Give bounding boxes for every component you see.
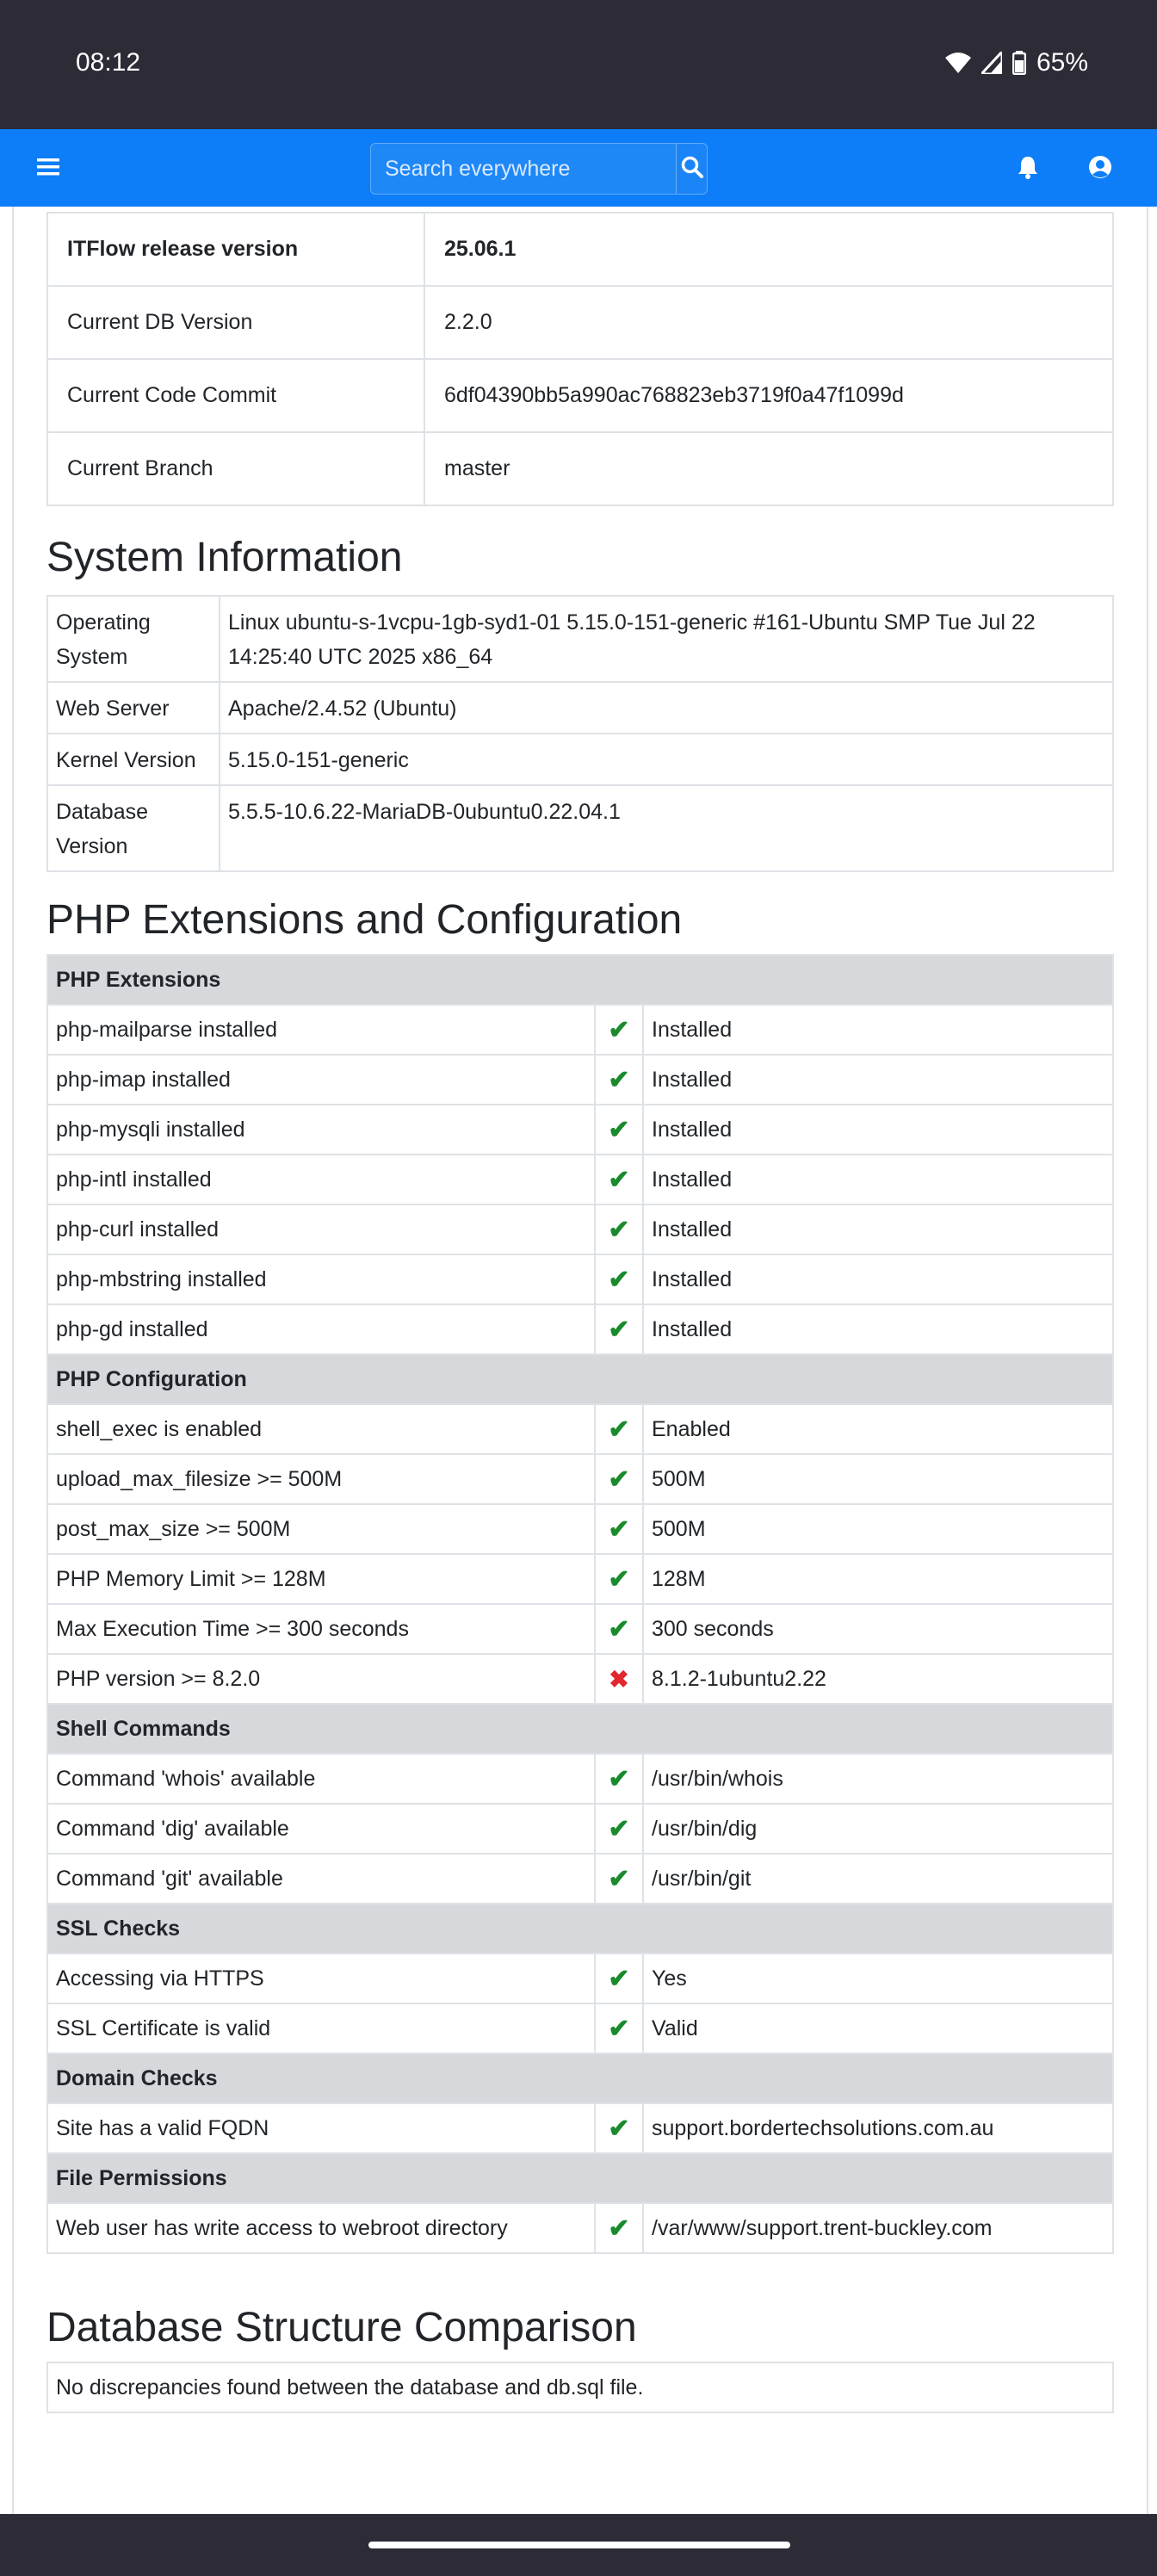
checkmark-icon: ✔ xyxy=(608,1764,630,1793)
table-row xyxy=(47,785,1113,871)
system-info-heading: System Information xyxy=(46,535,403,580)
checkmark-icon: ✔ xyxy=(608,1215,630,1244)
section-header: PHP Extensions xyxy=(47,955,1113,1005)
table-row xyxy=(47,1804,1113,1854)
check-value: /usr/bin/git xyxy=(643,1854,1113,1904)
table-row xyxy=(47,432,1113,505)
table-row xyxy=(47,1754,1113,1804)
home-gesture-handle[interactable] xyxy=(368,2542,790,2548)
table-row xyxy=(47,1254,1113,1304)
check-label: PHP version >= 8.2.0 xyxy=(47,1654,595,1704)
section-header-row xyxy=(47,2153,1113,2203)
checkmark-icon: ✔ xyxy=(608,1814,630,1843)
checkmark-icon: ✔ xyxy=(608,1464,630,1494)
table-row xyxy=(47,734,1113,785)
top-navbar xyxy=(0,129,1157,207)
checkmark-icon: ✔ xyxy=(608,2014,630,2043)
check-label: Command 'whois' available xyxy=(47,1754,595,1804)
system-info-label: Web Server xyxy=(47,682,220,734)
check-status-cell xyxy=(595,1954,643,2003)
version-value: 25.06.1 xyxy=(424,213,1113,286)
check-value: Installed xyxy=(643,1304,1113,1354)
table-row xyxy=(47,1554,1113,1604)
check-value: /usr/bin/dig xyxy=(643,1804,1113,1854)
checkmark-icon: ✔ xyxy=(608,1115,630,1144)
table-row xyxy=(47,2362,1113,2412)
check-value: Installed xyxy=(643,1204,1113,1254)
section-header-row xyxy=(47,2053,1113,2103)
notifications-button[interactable] xyxy=(1009,150,1047,188)
check-value: /usr/bin/whois xyxy=(643,1754,1113,1804)
user-circle-icon xyxy=(1088,155,1112,183)
check-label: php-curl installed xyxy=(47,1204,595,1254)
check-value: Enabled xyxy=(643,1404,1113,1454)
table-row xyxy=(47,286,1113,359)
table-row xyxy=(47,1404,1113,1454)
check-status-cell xyxy=(595,1554,643,1604)
check-value: Installed xyxy=(643,1055,1113,1105)
check-value: 500M xyxy=(643,1454,1113,1504)
check-label: php-mysqli installed xyxy=(47,1105,595,1155)
checkmark-icon: ✔ xyxy=(608,1315,630,1344)
section-header: SSL Checks xyxy=(47,1904,1113,1954)
version-label: Current Branch xyxy=(47,432,424,505)
table-row xyxy=(47,1304,1113,1354)
check-value: 8.1.2-1ubuntu2.22 xyxy=(643,1654,1113,1704)
table-row xyxy=(47,682,1113,734)
check-status-cell xyxy=(595,1155,643,1204)
version-table xyxy=(46,212,1114,506)
system-info-label: Kernel Version xyxy=(47,734,220,785)
table-row xyxy=(47,1454,1113,1504)
check-label: php-gd installed xyxy=(47,1304,595,1354)
check-label: upload_max_filesize >= 500M xyxy=(47,1454,595,1504)
table-row xyxy=(47,1055,1113,1105)
check-status-cell xyxy=(595,1604,643,1654)
version-value: master xyxy=(424,432,1113,505)
cross-icon: ✖ xyxy=(609,1665,629,1693)
section-header: Shell Commands xyxy=(47,1704,1113,1754)
php-heading: PHP Extensions and Configuration xyxy=(46,897,683,943)
table-row xyxy=(47,1954,1113,2003)
section-header-row xyxy=(47,1704,1113,1754)
check-status-cell xyxy=(595,1254,643,1304)
table-row xyxy=(47,1654,1113,1704)
version-value: 6df04390bb5a990ac768823eb3719f0a47f1099d xyxy=(424,359,1113,432)
table-row xyxy=(47,1155,1113,1204)
checkmark-icon: ✔ xyxy=(608,1415,630,1444)
system-info-value: 5.5.5-10.6.22-MariaDB-0ubuntu0.22.04.1 xyxy=(220,785,1113,871)
check-label: php-imap installed xyxy=(47,1055,595,1105)
system-info-table xyxy=(46,595,1114,872)
check-value: Installed xyxy=(643,1005,1113,1055)
wifi-icon xyxy=(945,52,971,74)
table-row xyxy=(47,2003,1113,2053)
checkmark-icon: ✔ xyxy=(608,1165,630,1194)
checkmark-icon: ✔ xyxy=(608,1864,630,1893)
check-status-cell xyxy=(595,1804,643,1854)
check-label: Accessing via HTTPS xyxy=(47,1954,595,2003)
checkmark-icon: ✔ xyxy=(608,1065,630,1094)
check-label: Max Execution Time >= 300 seconds xyxy=(47,1604,595,1654)
check-status-cell xyxy=(595,1454,643,1504)
table-row xyxy=(47,1005,1113,1055)
db-compare-message: No discrepancies found between the database and db.sql file. xyxy=(47,2362,1113,2412)
check-status-cell xyxy=(595,1754,643,1804)
checkmark-icon: ✔ xyxy=(608,1964,630,1993)
check-status-cell xyxy=(595,2003,643,2053)
version-value: 2.2.0 xyxy=(424,286,1113,359)
check-label: Command 'git' available xyxy=(47,1854,595,1904)
search-button[interactable] xyxy=(676,144,707,194)
table-row xyxy=(47,2203,1113,2253)
checkmark-icon: ✔ xyxy=(608,2114,630,2143)
gesture-navigation-bar xyxy=(0,2514,1157,2576)
content-inner xyxy=(46,207,1114,2413)
check-label: shell_exec is enabled xyxy=(47,1404,595,1454)
section-header: PHP Configuration xyxy=(47,1354,1113,1404)
check-value: Installed xyxy=(643,1155,1113,1204)
version-label: Current Code Commit xyxy=(47,359,424,432)
check-status-cell xyxy=(595,1404,643,1454)
check-value: Yes xyxy=(643,1954,1113,2003)
php-checks-table xyxy=(46,954,1114,2254)
check-value: Installed xyxy=(643,1254,1113,1304)
checkmark-icon: ✔ xyxy=(608,1564,630,1594)
check-label: SSL Certificate is valid xyxy=(47,2003,595,2053)
battery-percent: 65% xyxy=(1036,48,1088,77)
section-header-row xyxy=(47,955,1113,1005)
table-row xyxy=(47,1105,1113,1155)
check-label: PHP Memory Limit >= 128M xyxy=(47,1554,595,1604)
table-row xyxy=(47,1204,1113,1254)
table-row xyxy=(47,213,1113,286)
global-search xyxy=(370,143,708,195)
system-info-label: Database Version xyxy=(47,785,220,871)
checkmark-icon: ✔ xyxy=(608,2214,630,2243)
system-info-value: Apache/2.4.52 (Ubuntu) xyxy=(220,682,1113,734)
system-info-value: 5.15.0-151-generic xyxy=(220,734,1113,785)
check-status-cell xyxy=(595,1204,643,1254)
db-compare-table xyxy=(46,2362,1114,2413)
check-status-cell xyxy=(595,1005,643,1055)
check-label: Web user has write access to webroot directory xyxy=(47,2203,595,2253)
system-info-label: Operating System xyxy=(47,596,220,682)
check-value: Installed xyxy=(643,1105,1113,1155)
menu-toggle-button[interactable] xyxy=(29,150,67,188)
check-value: support.bordertechsolutions.com.au xyxy=(643,2103,1113,2153)
main-content xyxy=(12,207,1148,2514)
section-header-row xyxy=(47,1354,1113,1404)
check-value: /var/www/support.trent-buckley.com xyxy=(643,2203,1113,2253)
section-header: Domain Checks xyxy=(47,2053,1113,2103)
battery-icon xyxy=(1012,51,1026,75)
section-header: File Permissions xyxy=(47,2153,1113,2203)
table-row xyxy=(47,2103,1113,2153)
check-status-cell xyxy=(595,1105,643,1155)
check-status-cell xyxy=(595,1304,643,1354)
check-value: 128M xyxy=(643,1554,1113,1604)
check-value: Valid xyxy=(643,2003,1113,2053)
table-row xyxy=(47,1604,1113,1654)
check-status-cell xyxy=(595,1055,643,1105)
table-row xyxy=(47,1504,1113,1554)
check-label: Site has a valid FQDN xyxy=(47,2103,595,2153)
check-label: php-intl installed xyxy=(47,1155,595,1204)
table-row xyxy=(47,596,1113,682)
checkmark-icon: ✔ xyxy=(608,1614,630,1644)
check-status-cell xyxy=(595,1854,643,1904)
check-status-cell xyxy=(595,2203,643,2253)
check-value: 300 seconds xyxy=(643,1604,1113,1654)
user-menu-button[interactable] xyxy=(1081,150,1119,188)
bell-icon xyxy=(1017,155,1039,183)
system-info-value: Linux ubuntu-s-1vcpu-1gb-syd1-01 5.15.0-151-generic #161-Ubuntu SMP Tue Jul 22 14:25:40 UTC 2025 x86_64 xyxy=(220,596,1113,682)
check-label: Command 'dig' available xyxy=(47,1804,595,1854)
section-header-row xyxy=(47,1904,1113,1954)
check-status-cell xyxy=(595,2103,643,2153)
search-icon xyxy=(681,156,703,183)
status-bar xyxy=(0,0,1157,129)
check-value: 500M xyxy=(643,1504,1113,1554)
version-label: ITFlow release version xyxy=(47,213,424,286)
search-input[interactable] xyxy=(371,144,676,194)
table-row xyxy=(47,359,1113,432)
checkmark-icon: ✔ xyxy=(608,1015,630,1044)
check-status-cell xyxy=(595,1654,643,1704)
signal-icon xyxy=(981,52,1002,74)
version-label: Current DB Version xyxy=(47,286,424,359)
status-time: 08:12 xyxy=(76,48,141,77)
check-label: php-mbstring installed xyxy=(47,1254,595,1304)
status-icons xyxy=(945,48,1088,77)
table-row xyxy=(47,1854,1113,1904)
check-status-cell xyxy=(595,1504,643,1554)
check-label: php-mailparse installed xyxy=(47,1005,595,1055)
checkmark-icon: ✔ xyxy=(608,1514,630,1544)
db-compare-heading: Database Structure Comparison xyxy=(46,2305,637,2350)
check-label: post_max_size >= 500M xyxy=(47,1504,595,1554)
hamburger-icon xyxy=(37,158,59,181)
checkmark-icon: ✔ xyxy=(608,1265,630,1294)
